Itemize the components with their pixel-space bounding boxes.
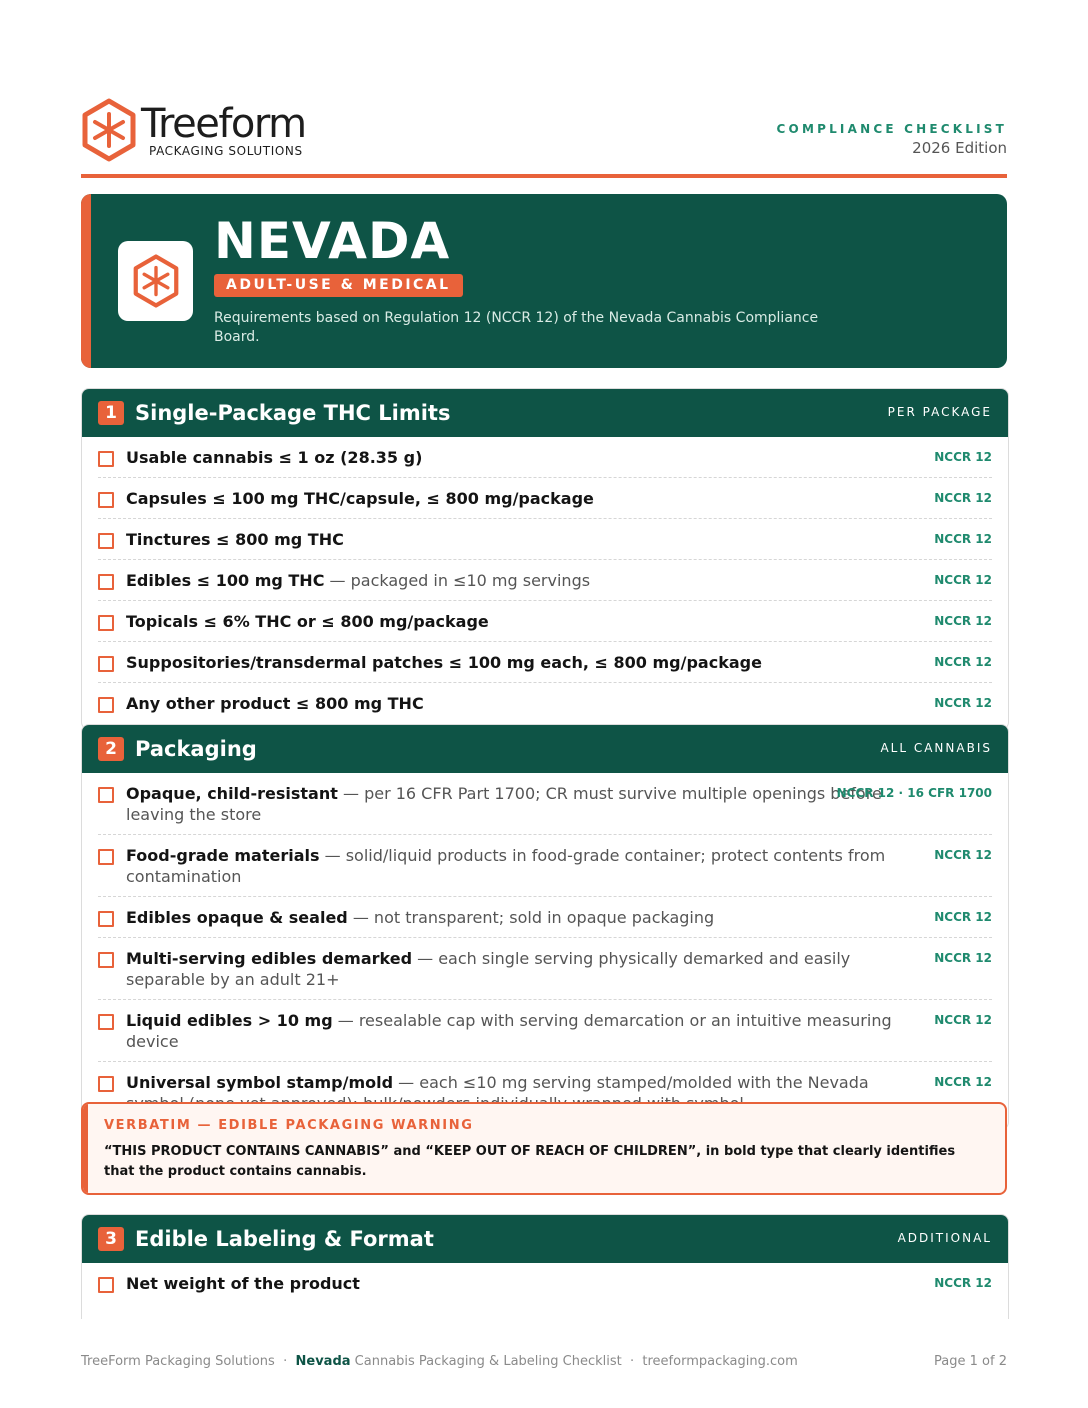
checkbox[interactable] [98, 1014, 114, 1030]
section-number: 1 [98, 401, 124, 425]
checklist-item [98, 601, 992, 642]
item-requirement: Edibles opaque & sealed [126, 908, 348, 927]
regulation-reference: NCCR 12 [934, 450, 992, 464]
checkbox[interactable] [98, 849, 114, 865]
item-requirement: Capsules ≤ 100 mg THC/capsule, ≤ 800 mg/package [126, 489, 594, 508]
page-footer [81, 1354, 1007, 1369]
checklist-item [98, 683, 992, 723]
regulation-reference: NCCR 12 [934, 614, 992, 628]
edible-warning-callout [81, 1102, 1007, 1195]
item-requirement: Suppositories/transdermal patches ≤ 100 mg each, ≤ 800 mg/package [126, 653, 762, 672]
treeform-hex-icon [81, 98, 137, 162]
checklist [82, 437, 1008, 729]
regulation-reference: NCCR 12 [934, 848, 992, 862]
item-requirement: Any other product ≤ 800 mg THC [126, 694, 424, 713]
item-requirement: Edibles ≤ 100 mg THC [126, 571, 325, 590]
section-tag: ADDITIONAL [897, 1231, 992, 1245]
hero-icon-tile [118, 241, 193, 321]
item-text [126, 529, 926, 559]
item-text [126, 1010, 926, 1061]
footer-separator: · [629, 1354, 635, 1369]
item-requirement: Food-grade materials [126, 846, 320, 865]
item-detail: — each single serving physically demarked and easily separable by an adult 21+ [126, 949, 851, 989]
brand-subtitle: PACKAGING SOLUTIONS [149, 144, 303, 158]
regulation-reference: NCCR 12 · 16 CFR 1700 [836, 786, 992, 800]
section-thc-limits [81, 388, 1009, 730]
warning-title: VERBATIM — EDIBLE PACKAGING WARNING [104, 1118, 474, 1133]
checklist-item [98, 642, 992, 683]
footer-company: TreeForm Packaging Solutions [81, 1354, 275, 1369]
checkbox[interactable] [98, 492, 114, 508]
item-text [126, 783, 926, 834]
checklist-item [98, 835, 992, 897]
regulation-reference: NCCR 12 [934, 696, 992, 710]
header-meta [777, 122, 1007, 157]
item-text [126, 488, 926, 518]
item-requirement: Universal symbol stamp/mold [126, 1073, 394, 1092]
checkbox[interactable] [98, 952, 114, 968]
regulation-reference: NCCR 12 [934, 951, 992, 965]
checkbox[interactable] [98, 533, 114, 549]
brand-name: Treeform [141, 101, 306, 147]
header-kicker: COMPLIANCE CHECKLIST [776, 122, 1007, 136]
state-title: NEVADA [214, 212, 451, 270]
footer-separator: · [283, 1354, 288, 1369]
checkbox[interactable] [98, 787, 114, 803]
checklist-item [98, 1263, 992, 1303]
regulation-reference: NCCR 12 [934, 1075, 992, 1089]
item-text [126, 693, 926, 723]
section-edible-labeling [81, 1214, 1009, 1319]
regulation-reference: NCCR 12 [934, 655, 992, 669]
checklist [82, 773, 1008, 1129]
section-header [82, 725, 1008, 773]
item-detail: — not transparent; sold in opaque packaging [347, 908, 715, 927]
checklist-item [98, 938, 992, 1000]
item-detail: — resealable cap with serving demarcation or an intuitive measuring device [126, 1011, 892, 1051]
item-text [126, 447, 926, 477]
item-requirement: Topicals ≤ 6% THC or ≤ 800 mg/package [126, 612, 489, 631]
item-text [126, 845, 926, 896]
checklist [82, 1263, 1008, 1303]
checkbox[interactable] [98, 697, 114, 713]
section-title: Edible Labeling & Format [135, 1227, 434, 1251]
checklist-item [98, 478, 992, 519]
item-text [126, 907, 926, 937]
section-number: 2 [98, 737, 124, 761]
section-header [82, 389, 1008, 437]
item-detail: — solid/liquid products in food-grade container; protect contents from contamination [126, 846, 886, 886]
page-number: Page 1 of 2 [934, 1354, 1007, 1369]
checklist-item [98, 1000, 992, 1062]
checklist-item [98, 437, 992, 478]
section-tag: PER PACKAGE [887, 405, 992, 419]
document-header [81, 98, 1007, 166]
hero-accent-bar [81, 194, 91, 368]
warning-text: “THIS PRODUCT CONTAINS CANNABIS” and “KEEP OUT OF REACH OF CHILDREN”, in bold type that clearly identifies that the product contains cannabis. [104, 1144, 956, 1179]
section-packaging [81, 724, 1009, 1130]
treeform-hex-icon [132, 254, 180, 308]
item-requirement: Opaque, child-resistant [126, 784, 338, 803]
regulation-reference: NCCR 12 [934, 573, 992, 587]
footer-website-link[interactable]: treeformpackaging.com [642, 1354, 798, 1369]
section-header [82, 1215, 1008, 1263]
header-edition: 2026 Edition [912, 139, 1007, 157]
item-requirement: Liquid edibles > 10 mg [126, 1011, 333, 1030]
item-text [126, 611, 926, 641]
checklist-item [98, 773, 992, 835]
checkbox[interactable] [98, 574, 114, 590]
item-detail: — packaged in ≤10 mg servings [324, 571, 591, 590]
item-requirement: Net weight of the product [126, 1274, 360, 1293]
hero-description: Requirements based on Regulation 12 (NCCR 12) of the Nevada Cannabis Compliance Board. [214, 310, 819, 345]
checkbox[interactable] [98, 1277, 114, 1293]
warning-accent-bar [83, 1104, 88, 1193]
checkbox[interactable] [98, 911, 114, 927]
regulation-reference: NCCR 12 [934, 491, 992, 505]
checkbox[interactable] [98, 451, 114, 467]
checkbox[interactable] [98, 656, 114, 672]
footer-state: Nevada [295, 1354, 351, 1369]
checklist-item [98, 897, 992, 938]
item-requirement: Tinctures ≤ 800 mg THC [126, 530, 344, 549]
header-divider [81, 174, 1007, 178]
regulation-reference: NCCR 12 [934, 910, 992, 924]
checklist-item [98, 560, 992, 601]
item-text [126, 948, 926, 999]
item-text [126, 652, 926, 682]
regulation-reference: NCCR 12 [934, 1276, 992, 1290]
section-tag: ALL CANNABIS [880, 741, 992, 755]
item-requirement: Usable cannabis ≤ 1 oz (28.35 g) [126, 448, 423, 467]
section-title: Packaging [135, 737, 257, 761]
item-detail: — per 16 CFR Part 1700; CR must survive multiple openings before leaving the store [126, 784, 882, 824]
checkbox[interactable] [98, 1076, 114, 1092]
regulation-reference: NCCR 12 [934, 1013, 992, 1027]
section-number: 3 [98, 1227, 124, 1251]
market-badge: ADULT-USE & MEDICAL [214, 274, 463, 297]
checklist-item [98, 519, 992, 560]
section-title: Single-Package THC Limits [135, 401, 451, 425]
item-text [126, 1273, 926, 1303]
state-hero-banner [81, 194, 1007, 368]
checkbox[interactable] [98, 615, 114, 631]
item-requirement: Multi-serving edibles demarked [126, 949, 413, 968]
item-detail: — each ≤10 mg serving stamped/molded with the Nevada [398, 1073, 869, 1092]
regulation-reference: NCCR 12 [934, 532, 992, 546]
footer-doc-title: Cannabis Packaging & Labeling Checklist [354, 1354, 622, 1369]
item-text [126, 570, 926, 600]
